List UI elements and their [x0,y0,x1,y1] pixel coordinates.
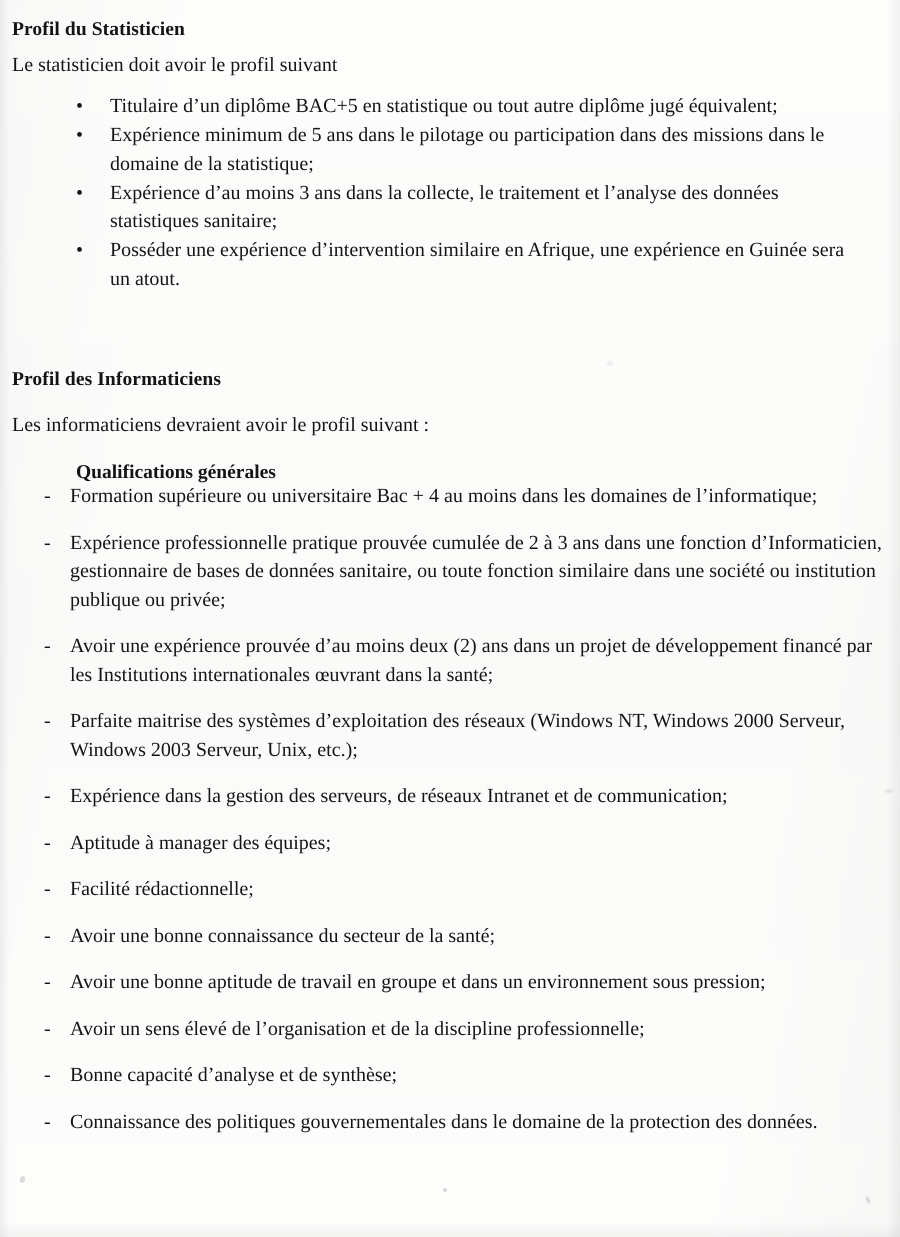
list-item-text: Facilité rédactionnelle; [70,878,254,900]
page-edge-shading-bottom [0,1221,900,1237]
dash-icon: - [44,878,51,900]
list-item-text: Aptitude à manager des équipes; [70,831,332,854]
list-item-text: Avoir un sens élevé de l’organisation et de la discipline professionnelle; [70,1017,645,1040]
list-item-text: Expérience d’au moins 3 ans dans la collecte, le traitement et l’analyse des données statistiques sanitaire; [110,181,779,232]
scan-artifact-speck [19,1175,26,1183]
dash-icon: - [44,1064,51,1086]
list-item [0,529,900,615]
list-item [0,1015,900,1044]
list-item [0,1108,900,1137]
dash-icon: - [44,635,51,657]
list-item-text: Expérience dans la gestion des serveurs, de réseaux Intranet et de communication; [70,785,728,807]
lead-paragraph-informaticiens: Les informaticiens devraient avoir le profil suivant : [12,414,430,436]
list-item-text: Bonne capacité d’analyse et de synthèse; [70,1064,398,1086]
dash-icon: - [44,1017,51,1040]
list-item-text: Posséder une expérience d’intervention similaire en Afrique, une expérience en Guinée sera un atout. [110,239,845,290]
bullet-icon: • [76,181,84,204]
list-item-text: Expérience professionnelle pratique prouvée cumulée de 2 à 3 ans dans une fonction d’Informaticien, gestionnaire de bases de données sanitaire, ou toute fonction similaire dans une société ou institution publique ou privée; [70,531,882,611]
bullet-icon: • [76,124,84,146]
list-item-text: Formation supérieure ou universitaire Bac + 4 au moins dans les domaines de l’informatique; [70,485,818,507]
informaticiens-qualifications-list [0,482,900,1154]
bullet-icon: • [76,95,84,117]
list-item [0,968,900,997]
heading-profil-informaticiens: Profil des Informaticiens [12,369,222,391]
list-item-text: Titulaire d’un diplôme BAC+5 en statistique ou tout autre diplôme jugé équivalent; [110,95,778,117]
list-item [0,121,900,178]
list-item [0,179,900,236]
list-item [0,236,900,293]
list-item [0,632,900,689]
dash-icon: - [44,531,51,554]
scan-artifact-speck [607,361,613,366]
list-item [0,875,900,904]
dash-icon: - [44,485,51,507]
list-item [0,782,900,811]
list-item [0,829,900,858]
list-item-text: Avoir une bonne connaissance du secteur de la santé; [70,924,496,947]
lead-paragraph-statisticien: Le statisticien doit avoir le profil suivant [12,54,338,76]
list-item-text: Avoir une bonne aptitude de travail en groupe et dans un environnement sous pression; [70,971,766,993]
dash-icon: - [44,831,51,854]
scan-artifact-speck [443,1188,447,1192]
bullet-icon: • [76,239,84,261]
list-item-text: Connaissance des politiques gouvernementales dans le domaine de la protection des données. [70,1110,818,1133]
dash-icon: - [44,1110,51,1133]
list-item-text: Parfaite maitrise des systèmes d’exploitation des réseaux (Windows NT, Windows 2000 Serveur, Windows 2003 Serveur, Unix, etc.); [70,710,846,761]
dash-icon: - [44,971,51,993]
dash-icon: - [44,785,51,807]
list-item [0,1061,900,1090]
list-item [0,707,900,764]
subheading-qualifications-generales: Qualifications générales [76,461,276,483]
list-item [0,92,900,121]
scan-artifact-speck [865,1196,872,1205]
statisticien-requirements-list [0,92,900,294]
heading-profil-statisticien: Profil du Statisticien [12,19,186,41]
dash-icon: - [44,924,51,947]
list-item-text: Avoir une expérience prouvée d’au moins deux (2) ans dans un projet de développement financé par les Institutions internationales œuvrant dans la santé; [70,635,873,686]
dash-icon: - [44,710,51,732]
list-item [0,482,900,511]
list-item [0,922,900,951]
list-item-text: Expérience minimum de 5 ans dans le pilotage ou participation dans des missions dans le domaine de la statistique; [110,124,825,175]
